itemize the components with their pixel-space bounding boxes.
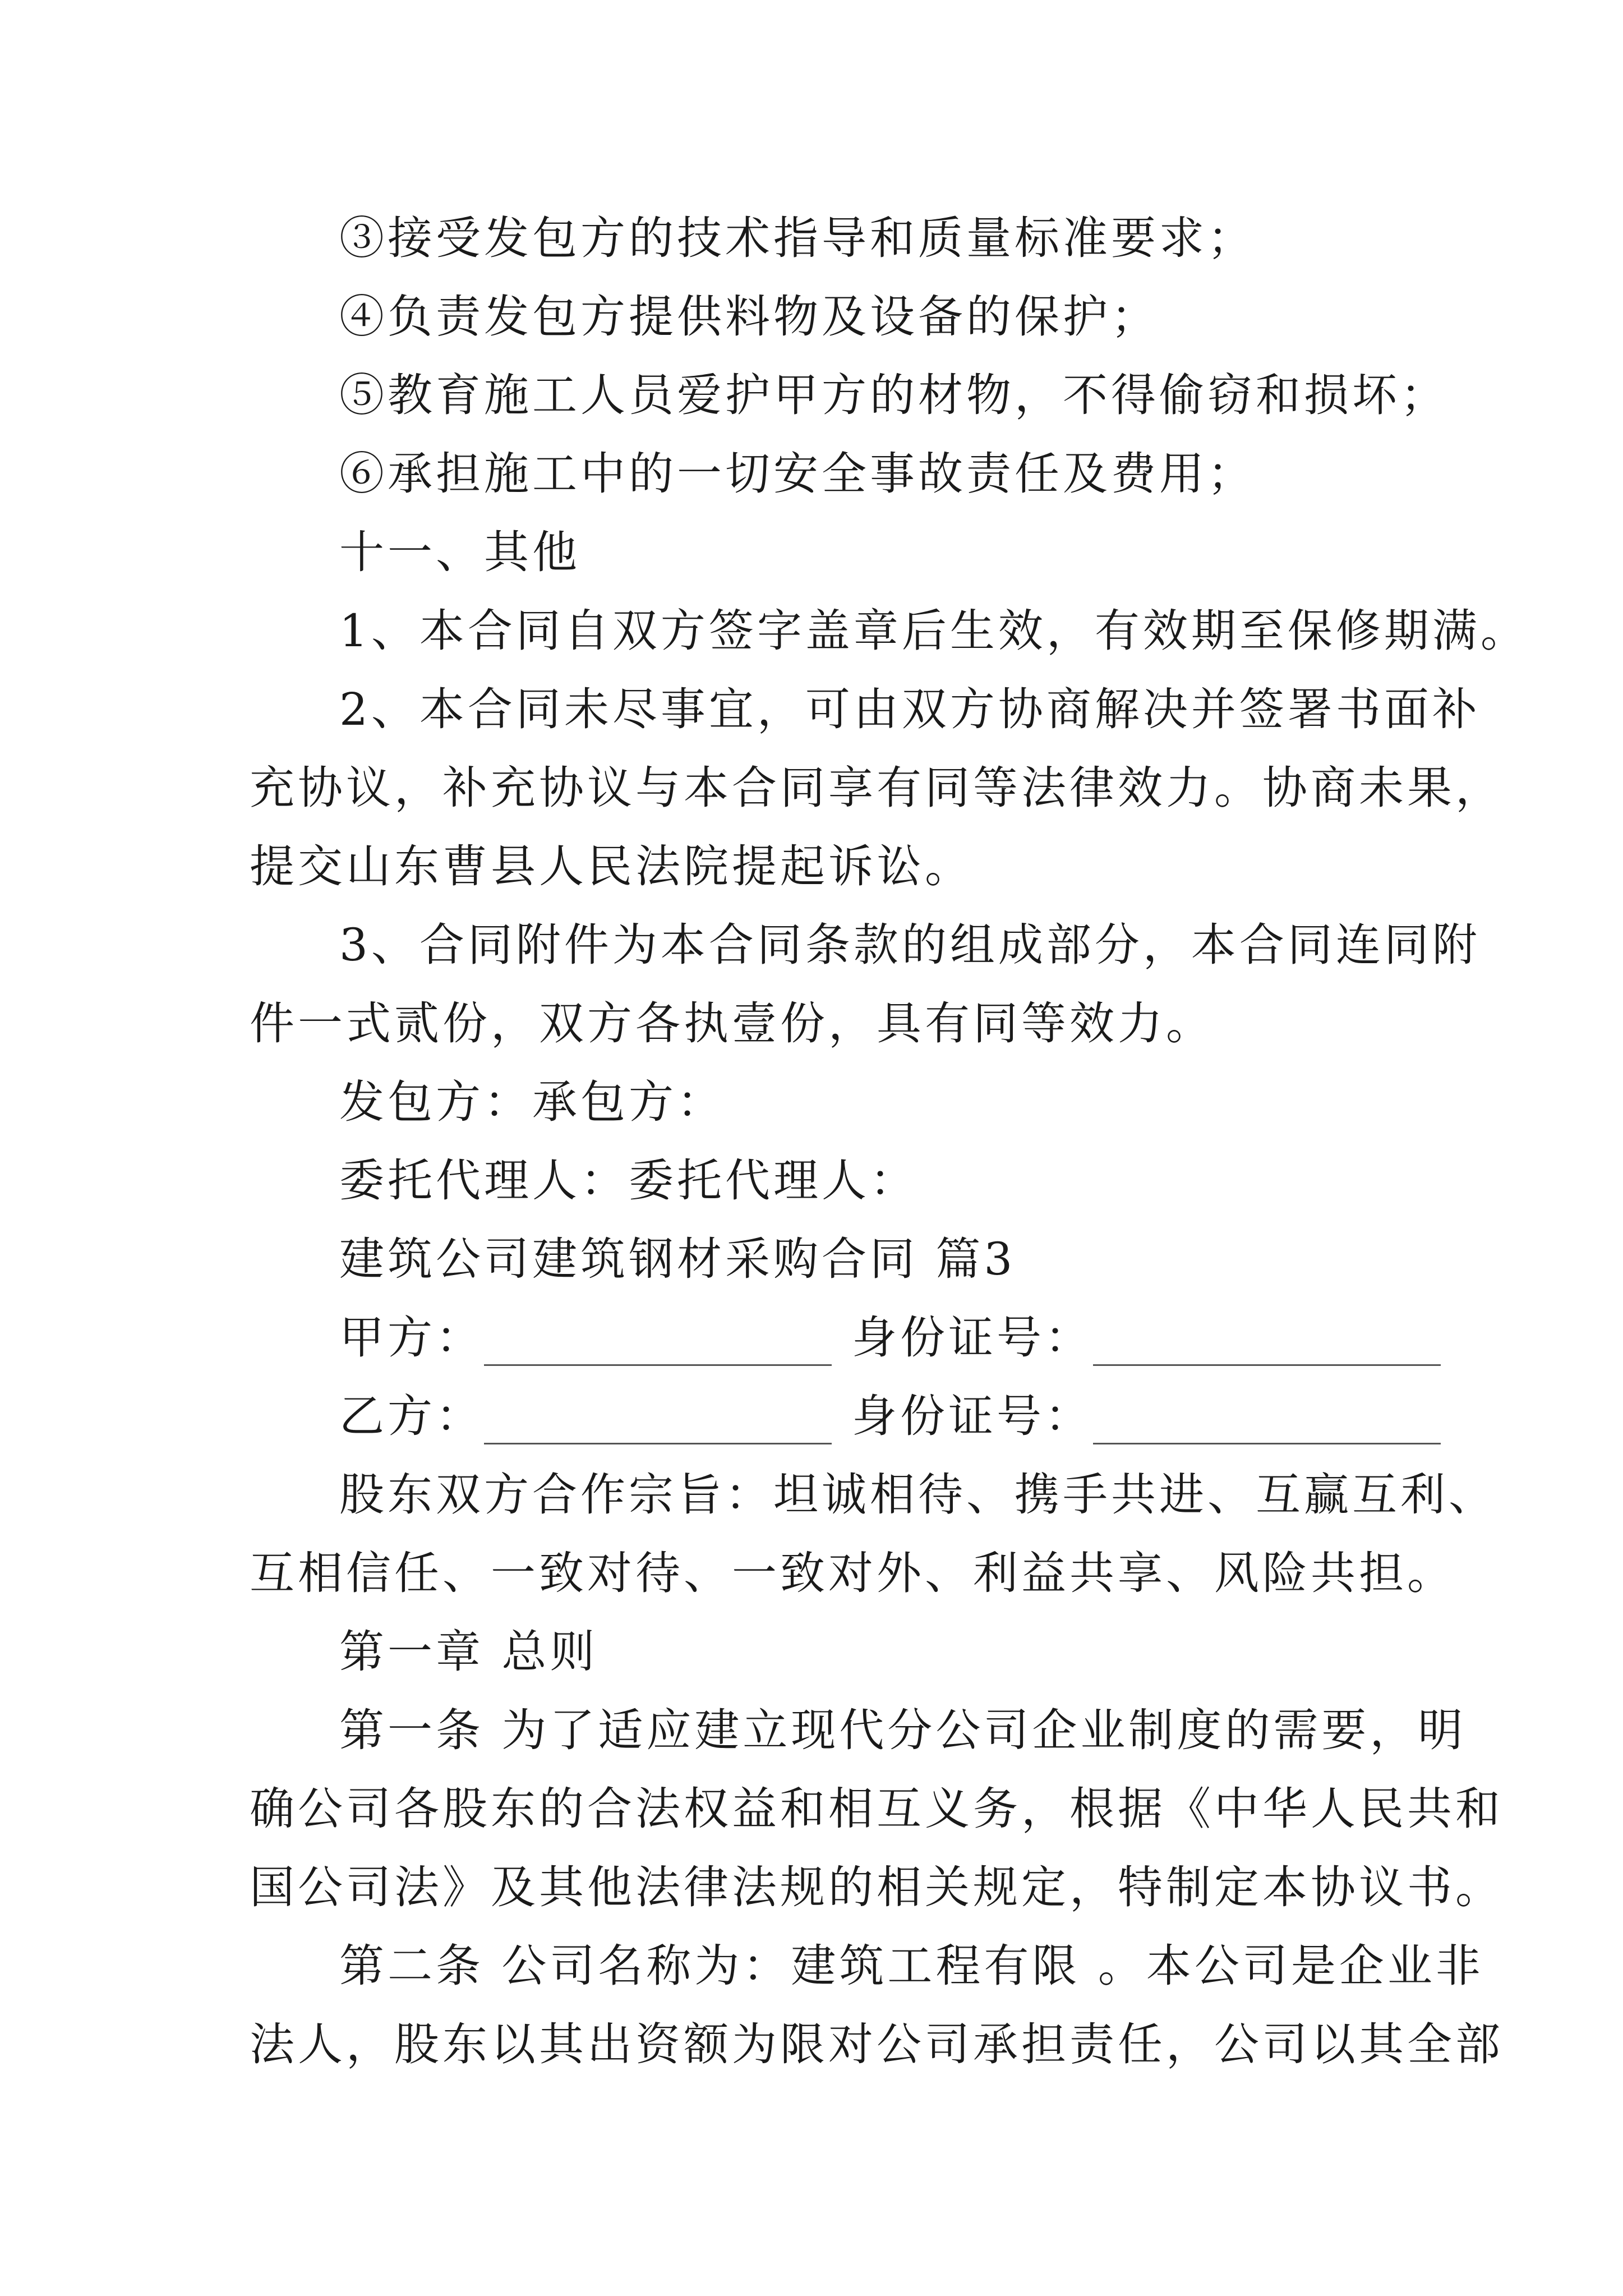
party-a-blank [484, 1319, 832, 1366]
text-line: 3、合同附件为本合同条款的组成部分，本合同连同附 [339, 919, 1481, 971]
text-line: ④负责发包方提供料物及设备的保护； [339, 291, 1159, 343]
text-line: 第一条 为了适应建立现代分公司企业制度的需要，明 [339, 1704, 1467, 1756]
text-line: ⑤教育施工人员爱护甲方的材物，不得偷窃和损坏； [339, 369, 1449, 421]
signature-line: 发包方：承包方： [339, 1076, 725, 1128]
text-line: 充协议，补充协议与本合同享有同等法律效力。协商未果， [250, 762, 1504, 814]
party-b-blank [484, 1398, 832, 1444]
party-a-line [339, 1310, 1461, 1366]
text-line: 提交山东曹县人民法院提起诉讼。 [250, 840, 973, 892]
text-line: 件一式贰份，双方各执壹份，具有同等效力。 [250, 997, 1214, 1050]
party-b-id-blank [1093, 1398, 1441, 1444]
party-a-id-label: 身份证号： [852, 1312, 1093, 1364]
text-line: 法人，股东以其出资额为限对公司承担责任，公司以其全部 [250, 2018, 1504, 2070]
party-a-label: 甲方： [339, 1312, 484, 1364]
contract-title: 建筑公司建筑钢材采购合同 篇3 [339, 1233, 1016, 1285]
text-line: ⑥承担施工中的一切安全事故责任及费用； [339, 448, 1256, 500]
text-line: 1、本合同自双方签字盖章后生效，有效期至保修期满。 [339, 605, 1529, 657]
text-line: 股东双方合作宗旨：坦诚相待、携手共进、互赢互利、 [339, 1469, 1497, 1521]
text-line: 互相信任、一致对待、一致对外、利益共享、风险共担。 [250, 1547, 1455, 1599]
chapter-heading: 第一章 总则 [339, 1626, 598, 1678]
text-line: 2、本合同未尽事宜，可由双方协商解决并签署书面补 [339, 683, 1481, 735]
text-line: 国公司法》及其他法律法规的相关规定，特制定本协议书。 [250, 1861, 1504, 1913]
party-b-id-label: 身份证号： [852, 1390, 1093, 1442]
section-heading: 十一、其他 [339, 526, 580, 578]
text-line: ③接受发包方的技术指导和质量标准要求； [339, 212, 1256, 264]
text-line: 第二条 公司名称为：建筑工程有限 。本公司是企业非 [339, 1940, 1484, 1992]
party-b-label: 乙方： [339, 1390, 484, 1442]
party-b-line [339, 1388, 1461, 1444]
text-line: 确公司各股东的合法权益和相互义务，根据《中华人民共和 [250, 1783, 1504, 1835]
party-a-id-blank [1093, 1319, 1441, 1366]
agent-line: 委托代理人：委托代理人： [339, 1154, 918, 1207]
